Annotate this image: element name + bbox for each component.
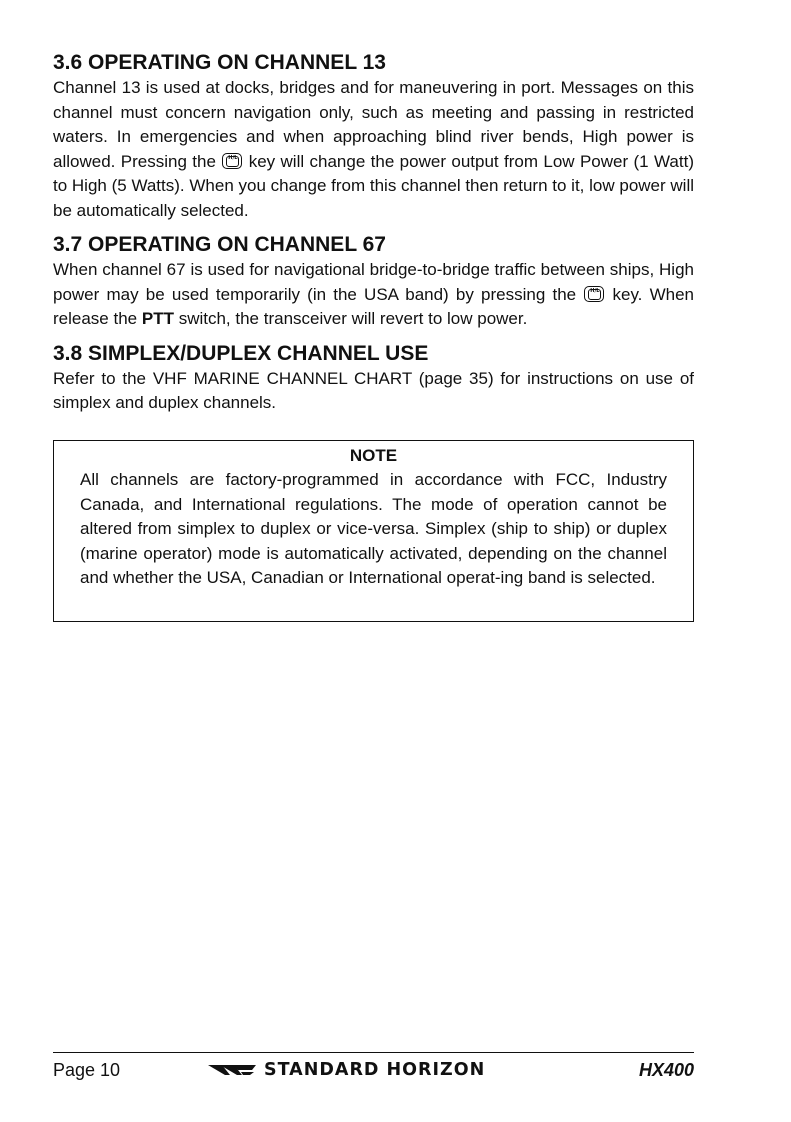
paragraph-text: When channel 67 is used for navigational bridge-to-bridge traffic between ships, High power may be used temporarily (in the USA band) by pressing the xyxy=(53,260,694,304)
paragraph-text: switch, the transceiver will revert to low power. xyxy=(178,309,528,328)
standard-horizon-logo-icon xyxy=(208,1063,256,1077)
section-heading: 3.7 OPERATING ON CHANNEL 67 xyxy=(53,233,386,256)
paragraph-text: Channel 13 is used at docks, bridges and for maneuvering in port. Messages on this channel must concern navigation only, such as meeting and passing in restricted waters. In emergencies and when approaching blind river bends, High power is allowed. Pressing the xyxy=(53,78,694,171)
brand-logo xyxy=(208,1060,485,1080)
section-channel-67 xyxy=(53,232,694,332)
brand-name: STANDARD HORIZON xyxy=(264,1060,486,1080)
section-paragraph xyxy=(53,76,694,223)
model-name: HX400 xyxy=(638,1060,694,1080)
paragraph-text: key. When release the xyxy=(53,284,694,328)
section-heading: 3.6 OPERATING ON CHANNEL 13 xyxy=(53,51,386,74)
note-title: NOTE xyxy=(349,446,398,465)
footer-divider xyxy=(53,1052,694,1053)
paragraph-text: key will change the power output from Low Power (1 Watt) to High (5 Watts). When you change from this channel then return to it, low power will be automatically selected. xyxy=(53,151,694,220)
ptt-label: PTT xyxy=(141,309,174,328)
page-number: Page 10 xyxy=(53,1060,121,1080)
section-paragraph xyxy=(53,258,694,332)
hl-key-icon xyxy=(584,286,604,302)
section-paragraph: Refer to the VHF MARINE CHANNEL CHART (page 35) for instructions on use of simplex and duplex channels. xyxy=(53,368,694,412)
section-heading: 3.8 SIMPLEX/DUPLEX CHANNEL USE xyxy=(53,341,429,365)
section-simplex-duplex xyxy=(53,341,694,416)
hl-key-icon xyxy=(222,153,242,169)
manual-content xyxy=(53,50,694,425)
section-channel-13 xyxy=(53,50,694,223)
note-box xyxy=(53,440,694,622)
note-text: All channels are factory-programmed in accordance with FCC, Industry Canada, and International regulations. The mode of operation cannot be altered from simplex to duplex or vice-versa. Simplex (ship to ship) or duplex (marine operator) mode is automatically activated, depending on the channel and whether the USA, Canadian or International operat-ing band is selected. xyxy=(80,470,667,587)
